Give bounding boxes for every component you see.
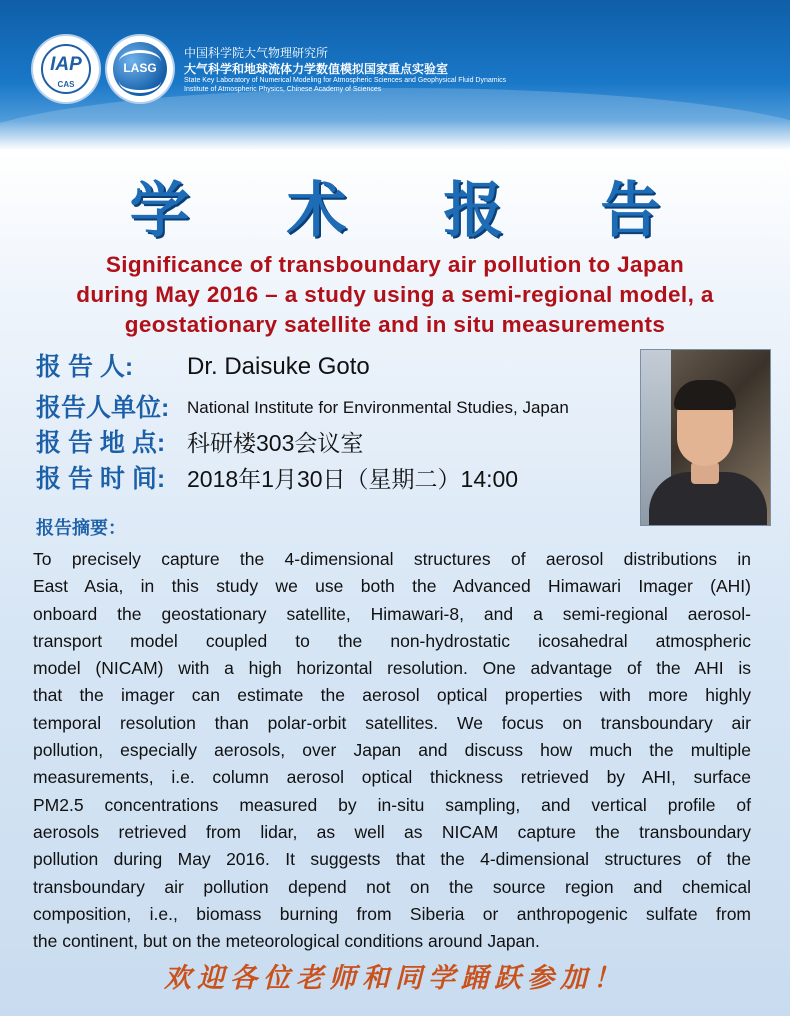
iap-logo (33, 36, 99, 102)
abstract-line: PM2.5 concentrations measured by in-situ sampling, and vertical profile of (33, 794, 751, 815)
abstract-line: the continent, but on the meteorological conditions around Japan. (33, 931, 540, 952)
abstract-line: pollution during May 2016. It suggests that the 4-dimensional structures of the (33, 849, 751, 870)
abstract-line: To precisely capture the 4-dimensional structures of aerosol distributions in (33, 549, 751, 569)
lab-name-cn: 大气科学和地球流体力学数值模拟国家重点实验室 (184, 62, 449, 76)
abstract-line: measurements, i.e. column aerosol optical thickness retrieved by AHI, surface (33, 767, 751, 788)
institute-name-cn: 中国科学院大气物理研究所 (184, 46, 329, 60)
iap-logo-text: IAP (50, 54, 82, 75)
seminar-title: 学 术 报 告 (129, 176, 699, 246)
photo-hair (674, 380, 736, 410)
lasg-logo-text: LASG (123, 61, 157, 75)
lab-name-en: State Key Laboratory of Numerical Modeling for Atmospheric Sciences and Geophysical Fluid Dynamics (184, 77, 507, 84)
abstract-label: 报告摘要： (36, 518, 126, 538)
header-banner (0, 0, 790, 150)
abstract-line: East Asia, in this study we use both the Advanced Himawari Imager (AHI) (33, 576, 751, 597)
abstract-line: temporal resolution than polar-orbit satellites. We focus on transboundary air (33, 712, 751, 733)
time-label: 报 告 时 间: (36, 465, 166, 493)
lasg-logo (107, 36, 173, 102)
talk-location: 科研楼303会议室 (187, 430, 364, 456)
welcome-message: 欢迎各位老师和同学踊跃参加！ (164, 963, 626, 994)
location-label: 报 告 地 点: (36, 429, 166, 457)
speaker-name: Dr. Daisuke Goto (187, 353, 370, 380)
abstract-line: transboundary air pollution depend not on the source region and chemical (33, 876, 751, 897)
abstract-text (33, 546, 751, 955)
talk-title-line: Significance of transboundary air pollution to Japan (105, 252, 685, 277)
abstract-line: composition, i.e., biomass burning from Siberia or anthropogenic sulfate from (33, 903, 751, 924)
abstract-line: that the imager can estimate the aerosol optical properties with more highly (33, 685, 751, 706)
abstract-line: onboard the geostationary satellite, Himawari-8, and a semi-regional aerosol- (33, 603, 751, 624)
abstract-line: transport model coupled to the non-hydrostatic icosahedral atmospheric (33, 630, 751, 651)
speaker-label: 报 告 人: (36, 353, 134, 381)
header-wave-decoration (0, 88, 790, 150)
abstract-line: aerosols retrieved from lidar, as well as NICAM capture the transboundary (33, 821, 751, 842)
talk-time: 2018年1月30日（星期二）14:00 (187, 466, 519, 492)
affiliation-label: 报告人单位: (36, 394, 170, 422)
abstract-line: pollution, especially aerosols, over Japan and discuss how much the multiple (33, 740, 751, 761)
talk-title-line: geostationary satellite and in situ measurements (124, 312, 666, 337)
institute-name-en: Institute of Atmospheric Physics, Chinese Academy of Sciences (184, 86, 382, 93)
talk-title (10, 250, 780, 340)
iap-logo-sub: CAS (57, 80, 75, 89)
speaker-affiliation: National Institute for Environmental Studies, Japan (187, 398, 569, 417)
talk-title-line: during May 2016 – a study using a semi-regional model, a (76, 282, 714, 307)
speaker-photo (641, 350, 770, 525)
abstract-line: model (NICAM) with a high horizontal resolution. One advantage of the AHI is (33, 658, 751, 679)
